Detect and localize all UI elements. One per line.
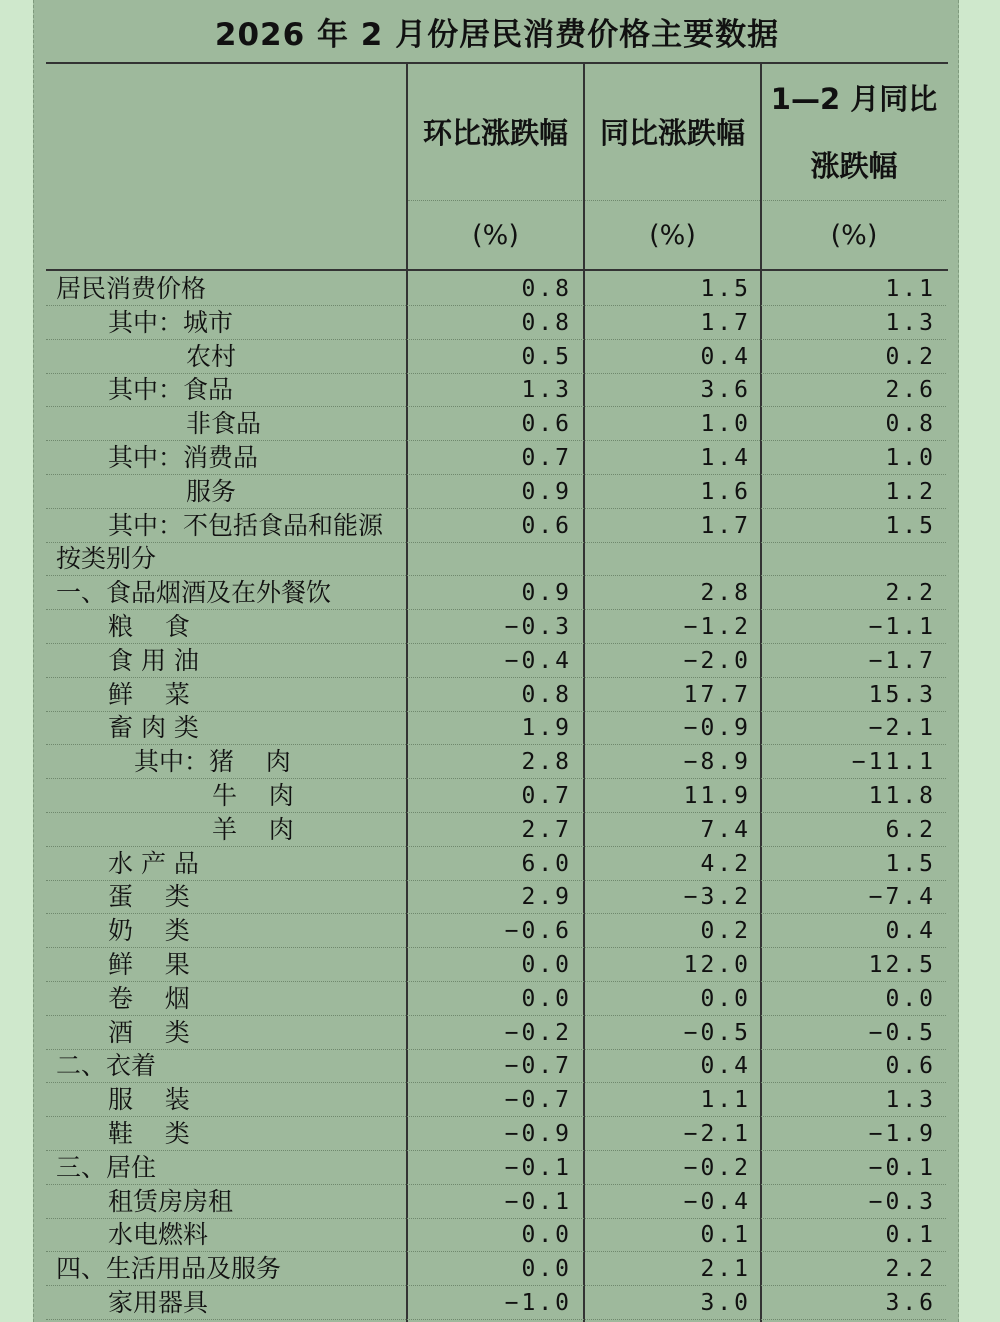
row-label: 服务 [186, 476, 237, 506]
value-ytd: −0.3 [868, 1188, 936, 1215]
row-label: 鲜 果 [108, 950, 190, 979]
row-label: 服 装 [108, 1085, 190, 1115]
row-label: 羊 肉 [212, 814, 294, 844]
row-label: 蛋 类 [108, 882, 190, 912]
value-yoy: 11.9 [683, 783, 751, 809]
col-header-ytd-line2: 涨跌幅 [810, 149, 898, 183]
table-row [46, 272, 946, 306]
row-label: 三、居住 [56, 1152, 157, 1182]
value-mom: −0.1 [504, 1154, 572, 1181]
row-label: 其中：猪 肉 [134, 747, 291, 777]
value-ytd: 1.3 [885, 309, 936, 336]
col-unit-ytd: (%) [830, 220, 878, 251]
value-mom: 0.0 [521, 952, 572, 978]
value-yoy: −2.0 [683, 647, 751, 674]
table-row [46, 678, 946, 712]
page-title: 2026 年 2 月份居民消费价格主要数据 [214, 16, 780, 53]
value-ytd: 2.2 [885, 580, 936, 607]
value-yoy: −0.2 [683, 1154, 751, 1181]
value-mom: 6.0 [521, 850, 572, 877]
table-row [46, 982, 946, 1016]
value-ytd: −11.1 [851, 749, 936, 776]
value-ytd: −0.1 [868, 1154, 936, 1181]
value-mom: −1.0 [504, 1290, 572, 1316]
row-label: 食 用 油 [108, 645, 199, 675]
table-row [46, 1185, 946, 1219]
table-row [46, 1151, 946, 1185]
document-sheet [33, 0, 959, 1322]
value-mom: 2.7 [521, 816, 572, 843]
value-yoy: 1.7 [700, 512, 751, 539]
value-mom: 2.8 [521, 749, 572, 776]
value-yoy: 7.4 [700, 816, 751, 843]
value-mom: −0.2 [504, 1019, 572, 1046]
table-row [46, 880, 946, 914]
value-mom: 0.5 [521, 343, 572, 370]
value-ytd: 12.5 [868, 952, 936, 978]
value-yoy: 0.4 [700, 343, 751, 370]
value-yoy: 2.1 [700, 1256, 751, 1283]
table-row [46, 779, 946, 813]
value-yoy: −0.9 [683, 715, 751, 742]
value-mom: 2.9 [521, 884, 572, 911]
table-row [46, 1252, 946, 1286]
value-yoy: 1.4 [700, 445, 751, 471]
table-row [46, 576, 946, 610]
row-label: 农村 [186, 341, 237, 371]
table-row [46, 1016, 946, 1050]
row-label: 鞋 类 [108, 1119, 190, 1148]
row-label: 其中：不包括食品和能源 [108, 510, 384, 540]
row-label: 牛 肉 [212, 781, 294, 810]
value-yoy: 12.0 [683, 952, 751, 978]
value-mom: 0.7 [521, 783, 572, 809]
col-header-ytd-line1: 1—2 月同比 [770, 82, 938, 116]
value-mom: 0.0 [521, 1222, 572, 1249]
row-label: 水电燃料 [108, 1220, 209, 1250]
value-ytd: −7.4 [868, 884, 936, 911]
value-ytd: 0.4 [885, 918, 936, 945]
table-row [46, 813, 946, 847]
value-yoy: 3.6 [700, 377, 751, 404]
value-ytd: 0.0 [885, 985, 936, 1012]
row-label: 畜 肉 类 [108, 713, 199, 743]
value-yoy: 17.7 [683, 681, 751, 708]
table-row [46, 745, 946, 779]
value-yoy: 1.1 [700, 1087, 751, 1114]
value-ytd: −1.1 [868, 614, 936, 640]
value-ytd: 0.6 [885, 1053, 936, 1080]
value-mom: −0.7 [504, 1087, 572, 1114]
value-ytd [764, 542, 936, 576]
table-row [46, 407, 946, 441]
value-ytd: 1.5 [885, 850, 936, 877]
col-header-yoy: 同比涨跌幅 [599, 116, 745, 150]
value-ytd: 1.3 [885, 1087, 936, 1114]
row-label: 奶 类 [108, 916, 190, 946]
value-mom: −0.9 [504, 1121, 572, 1147]
value-ytd: 11.8 [868, 783, 936, 809]
value-ytd: −2.1 [868, 715, 936, 742]
value-yoy: −1.2 [683, 614, 751, 640]
row-label: 按类别分 [56, 544, 157, 574]
value-mom: −0.7 [504, 1053, 572, 1080]
row-divider [46, 1319, 946, 1320]
value-mom: 0.6 [521, 411, 572, 438]
table-row [46, 847, 946, 881]
row-label: 粮 食 [108, 612, 190, 641]
value-yoy: 0.0 [700, 985, 751, 1012]
value-ytd: 0.2 [885, 343, 936, 370]
value-ytd: −1.9 [868, 1121, 936, 1147]
value-yoy: −0.4 [683, 1188, 751, 1215]
value-ytd: 1.5 [885, 512, 936, 539]
table-row [46, 509, 946, 543]
row-label: 一、食品烟酒及在外餐饮 [56, 578, 332, 608]
row-label: 卷 烟 [108, 983, 190, 1013]
value-mom: 0.9 [521, 478, 572, 505]
value-ytd: 1.2 [885, 478, 936, 505]
value-yoy: 0.4 [700, 1053, 751, 1080]
value-mom: 0.8 [521, 309, 572, 336]
value-mom: −0.4 [504, 647, 572, 674]
value-mom [410, 542, 572, 576]
value-yoy [587, 542, 751, 576]
value-mom: 0.8 [521, 276, 572, 302]
value-ytd: 1.0 [885, 445, 936, 471]
value-mom: −0.3 [504, 614, 572, 640]
col-unit-mom: (%) [472, 220, 519, 251]
row-label: 非食品 [186, 409, 262, 439]
value-yoy: 2.8 [700, 580, 751, 607]
value-yoy: −2.1 [683, 1121, 751, 1147]
table-row [46, 1286, 946, 1320]
value-ytd: 2.2 [885, 1256, 936, 1283]
value-mom: 1.3 [521, 377, 572, 404]
value-ytd: 0.8 [885, 411, 936, 438]
value-yoy: 0.1 [700, 1222, 751, 1249]
value-yoy: 4.2 [700, 850, 751, 877]
value-mom: 0.9 [521, 580, 572, 607]
row-label: 四、生活用品及服务 [56, 1254, 282, 1284]
row-label: 鲜 菜 [108, 679, 190, 709]
table-row [46, 1218, 946, 1252]
table-row [46, 373, 946, 407]
value-ytd: 15.3 [868, 681, 936, 708]
row-label: 家用器具 [108, 1288, 209, 1317]
table-row [46, 441, 946, 475]
header-bottom-rule [46, 269, 948, 271]
value-mom: 0.0 [521, 985, 572, 1012]
row-label: 居民消费价格 [56, 274, 207, 303]
table-row [46, 306, 946, 340]
table-row [46, 610, 946, 644]
table-row [46, 475, 946, 509]
row-label: 二、衣着 [56, 1051, 157, 1081]
value-yoy: 1.0 [700, 411, 751, 438]
value-ytd: 0.1 [885, 1222, 936, 1249]
value-yoy: −0.5 [683, 1019, 751, 1046]
value-ytd: 1.1 [885, 276, 936, 302]
value-yoy: 1.7 [700, 309, 751, 336]
row-label: 租赁房房租 [108, 1186, 234, 1216]
header-mid-dotted-rule [408, 200, 946, 201]
value-yoy: 1.6 [700, 478, 751, 505]
value-yoy: 1.5 [700, 276, 751, 302]
value-ytd: −1.7 [868, 647, 936, 674]
value-mom: −0.1 [504, 1188, 572, 1215]
value-mom: 0.0 [521, 1256, 572, 1283]
row-label: 其中：消费品 [108, 443, 259, 472]
table-row [46, 1083, 946, 1117]
value-ytd: 3.6 [885, 1290, 936, 1316]
table-row [46, 711, 946, 745]
value-mom: 1.9 [521, 715, 572, 742]
value-ytd: −0.5 [868, 1019, 936, 1046]
row-label: 其中：城市 [108, 307, 234, 337]
table-row [46, 542, 946, 576]
table-row [46, 340, 946, 374]
table-row [46, 644, 946, 678]
value-ytd: 2.6 [885, 377, 936, 404]
table-row [46, 914, 946, 948]
row-label: 水 产 品 [108, 848, 199, 878]
table-row [46, 948, 946, 982]
value-mom: 0.6 [521, 512, 572, 539]
value-mom: 0.8 [521, 681, 572, 708]
table-row [46, 1049, 946, 1083]
value-yoy: 0.2 [700, 918, 751, 945]
row-label: 酒 类 [108, 1017, 190, 1047]
col-unit-yoy: (%) [649, 220, 696, 251]
value-mom: −0.6 [504, 918, 572, 945]
table-row [46, 1117, 946, 1151]
value-yoy: 3.0 [700, 1290, 751, 1316]
value-mom: 0.7 [521, 445, 572, 471]
value-ytd: 6.2 [885, 816, 936, 843]
value-yoy: −3.2 [683, 884, 751, 911]
col-header-mom: 环比涨跌幅 [422, 116, 568, 150]
header-top-rule [46, 62, 948, 64]
value-yoy: −8.9 [683, 749, 751, 776]
row-label: 其中：食品 [108, 375, 234, 405]
